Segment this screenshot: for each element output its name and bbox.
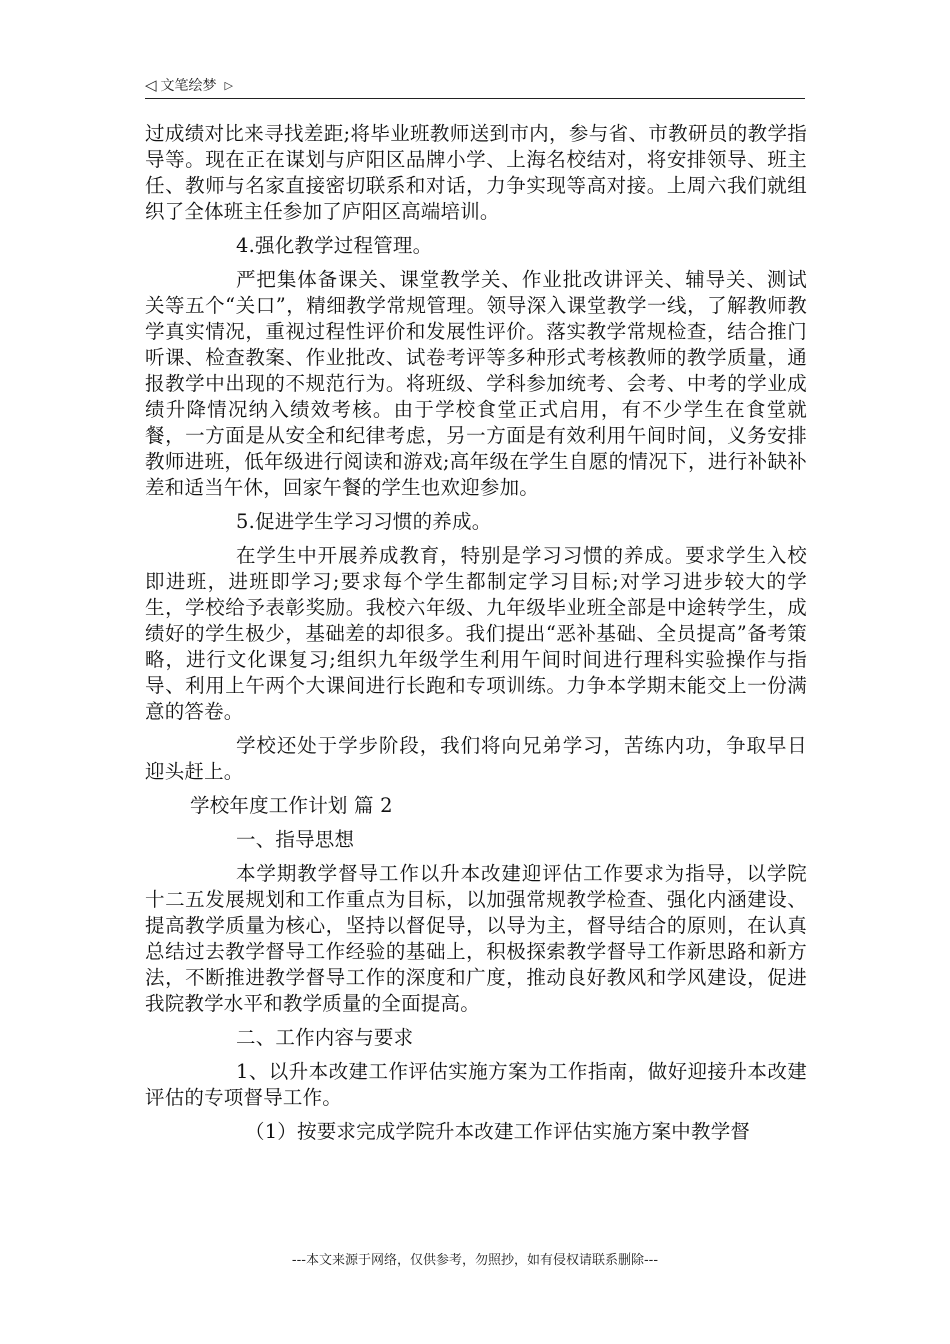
document-title: 学校年度工作计划 篇 2 <box>190 794 393 817</box>
paragraph: 1、以升本改建工作评估实施方案为工作指南，做好迎接升本改建评估的专项督导工作。 <box>145 1060 807 1109</box>
paragraph: 在学生中开展养成教育，特别是学习习惯的养成。要求学生入校即进班，进班即学习;要求每个学生都制定学习目标;对学习进步较大的学生，学校给予表彰奖励。我校六年级、九年级毕业班全部是中途转学生，成绩好的学生极少，基础差的却很多。我们提出“恶补基础、全员提高”备考策略，进行文化课复习;组织九年级学生利用午间时间进行理科实验操作与指导、利用上午两个大课间进行长跑和专项训练。力争本学期末能交上一份满意的答卷。 <box>145 544 807 723</box>
section-heading: 4.强化教学过程管理。 <box>236 234 433 257</box>
paragraph: 本学期教学督导工作以升本改建迎评估工作要求为指导，以学院十二五发展规划和工作重点为目标，以加强常规教学检查、强化内涵建设、提高教学质量为核心，坚持以督促导，以导为主，督导结合的原则，在认真总结过去教学督导工作经验的基础上，积极探索教学督导工作新思路和新方法，不断推进教学督导工作的深度和广度，推动良好教风和学风建设，促进我院教学水平和教学质量的全面提高。 <box>145 862 807 1015</box>
page-header <box>145 72 805 99</box>
document-body <box>145 121 807 1153</box>
paragraph: （1）按要求完成学院升本改建工作评估实施方案中教学督 <box>245 1120 751 1143</box>
paragraph: 过成绩对比来寻找差距;将毕业班教师送到市内，参与省、市教研员的教学指导等。现在正在谋划与庐阳区品牌小学、上海名校结对，将安排领导、班主任、教师与名家直接密切联系和对话，力争实现等高对接。上周六我们就组织了全体班主任参加了庐阳区高端培训。 <box>145 122 807 223</box>
paragraph: 学校还处于学步阶段，我们将向兄弟学习，苦练内功，争取早日迎头赶上。 <box>145 734 807 783</box>
triangle-right-icon: ▷ <box>224 78 234 92</box>
section-heading: 二、工作内容与要求 <box>236 1026 414 1049</box>
header-brand: 文笔绘梦 <box>160 78 217 94</box>
triangle-left-icon: ◁ <box>145 76 157 94</box>
section-heading: 一、指导思想 <box>236 828 355 851</box>
page-footer: ---本文来源于网络，仅供参考，勿照抄，如有侵权请联系删除--- <box>291 1253 659 1268</box>
section-heading: 5.促进学生学习习惯的养成。 <box>236 510 492 533</box>
paragraph: 严把集体备课关、课堂教学关、作业批改讲评关、辅导关、测试关等五个“关口”，精细教学常规管理。领导深入课堂教学一线，了解教师教学真实情况，重视过程性评价和发展性评价。落实教学常规检查，结合推门听课、检查教案、作业批改、试卷考评等多种形式考核教师的教学质量，通报教学中出现的不规范行为。将班级、学科参加统考、会考、中考的学业成绩升降情况纳入绩效考核。由于学校食堂正式启用，有不少学生在食堂就餐，一方面是从安全和纪律考虑，另一方面是有效利用午间时间，义务安排教师进班，低年级进行阅读和游戏;高年级在学生自愿的情况下，进行补缺补差和适当午休，回家午餐的学生也欢迎参加。 <box>145 268 807 499</box>
